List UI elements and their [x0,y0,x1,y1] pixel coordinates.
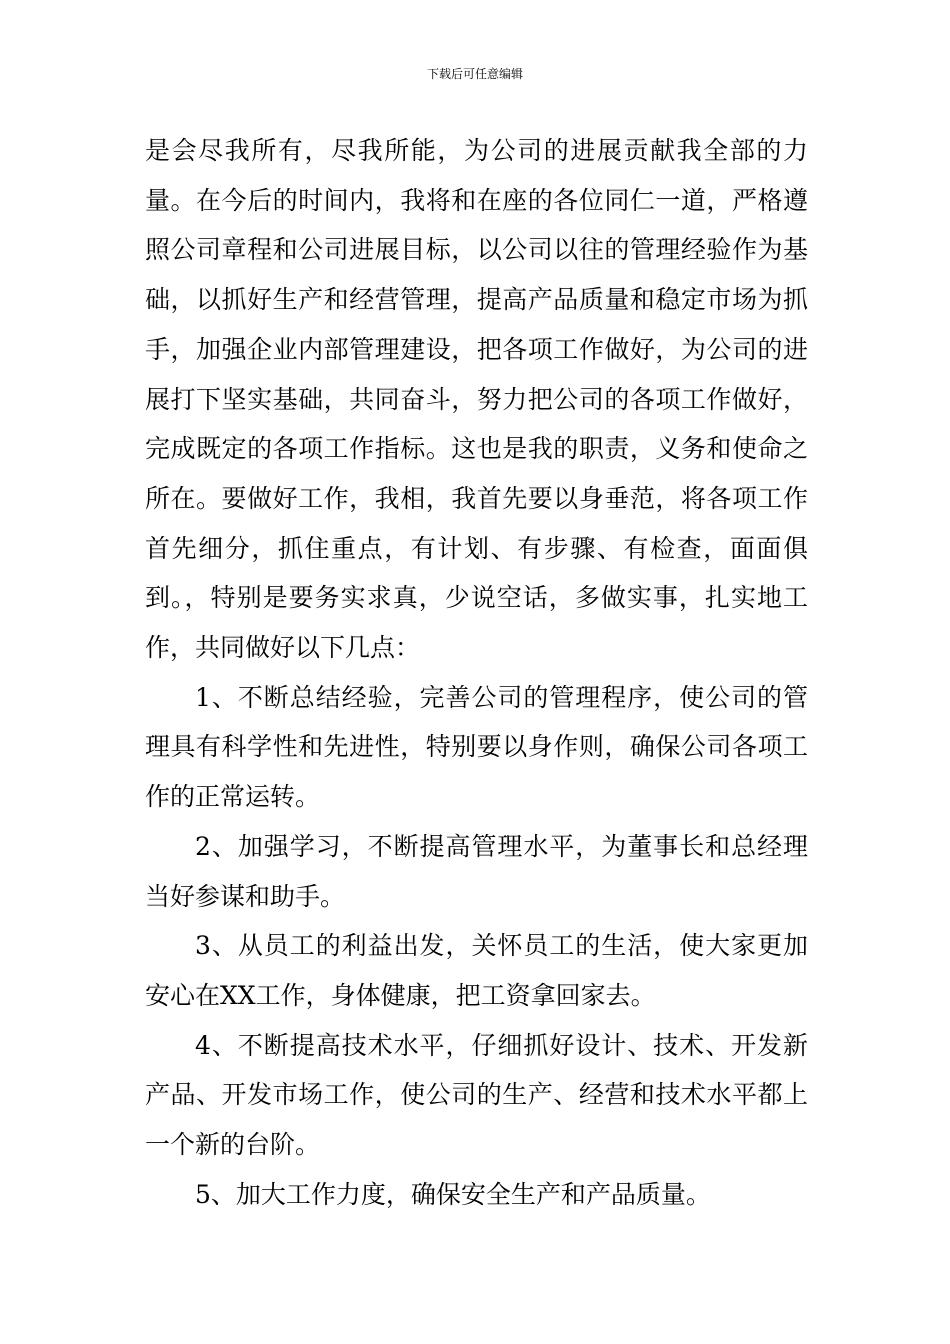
list-item-2: 2、加强学习，不断提高管理水平，为董事长和总经理当好参谋和助手。 [145,831,808,911]
list-item-3: 3、从员工的利益出发，关怀员工的生活，使大家更加安心在XX工作，身体健康，把工资拿回家去。 [145,931,808,1010]
document-body [145,126,808,1219]
list-item-4: 4、不断提高技术水平，仔细抓好设计、技术、开发新产品、开发市场工作，使公司的生产、经营和技术水平都上一个新的台阶。 [145,1030,808,1160]
list-item-1: 1、不断总结经验，完善公司的管理程序，使公司的管理具有科学性和先进性，特别要以身作则，确保公司各项工作的正常运转。 [145,682,808,812]
intro-paragraph: 是会尽我所有，尽我所能，为公司的进展贡献我全部的力量。在今后的时间内，我将和在座的各位同仁一道，严格遵照公司章程和公司进展目标，以公司以往的管理经验作为基础，以抓好生产和经营管理，提高产品质量和稳定市场为抓手，加强企业内部管理建设，把各项工作做好，为公司的进展打下坚实基础，共同奋斗，努力把公司的各项工作做好，完成既定的各项工作指标。这也是我的职责，义务和使命之所在。要做好工作，我相，我首先要以身垂范，将各项工作首先细分，抓住重点，有计划、有步骤、有检查，面面俱到。，特别是要务实求真，少说空话，多做实事，扎实地工作，共同做好以下几点： [145,136,808,663]
page-header-note: 下载后可任意编辑 [426,67,523,81]
list-item-5: 5、加大工作力度，确保安全生产和产品质量。 [195,1179,711,1209]
